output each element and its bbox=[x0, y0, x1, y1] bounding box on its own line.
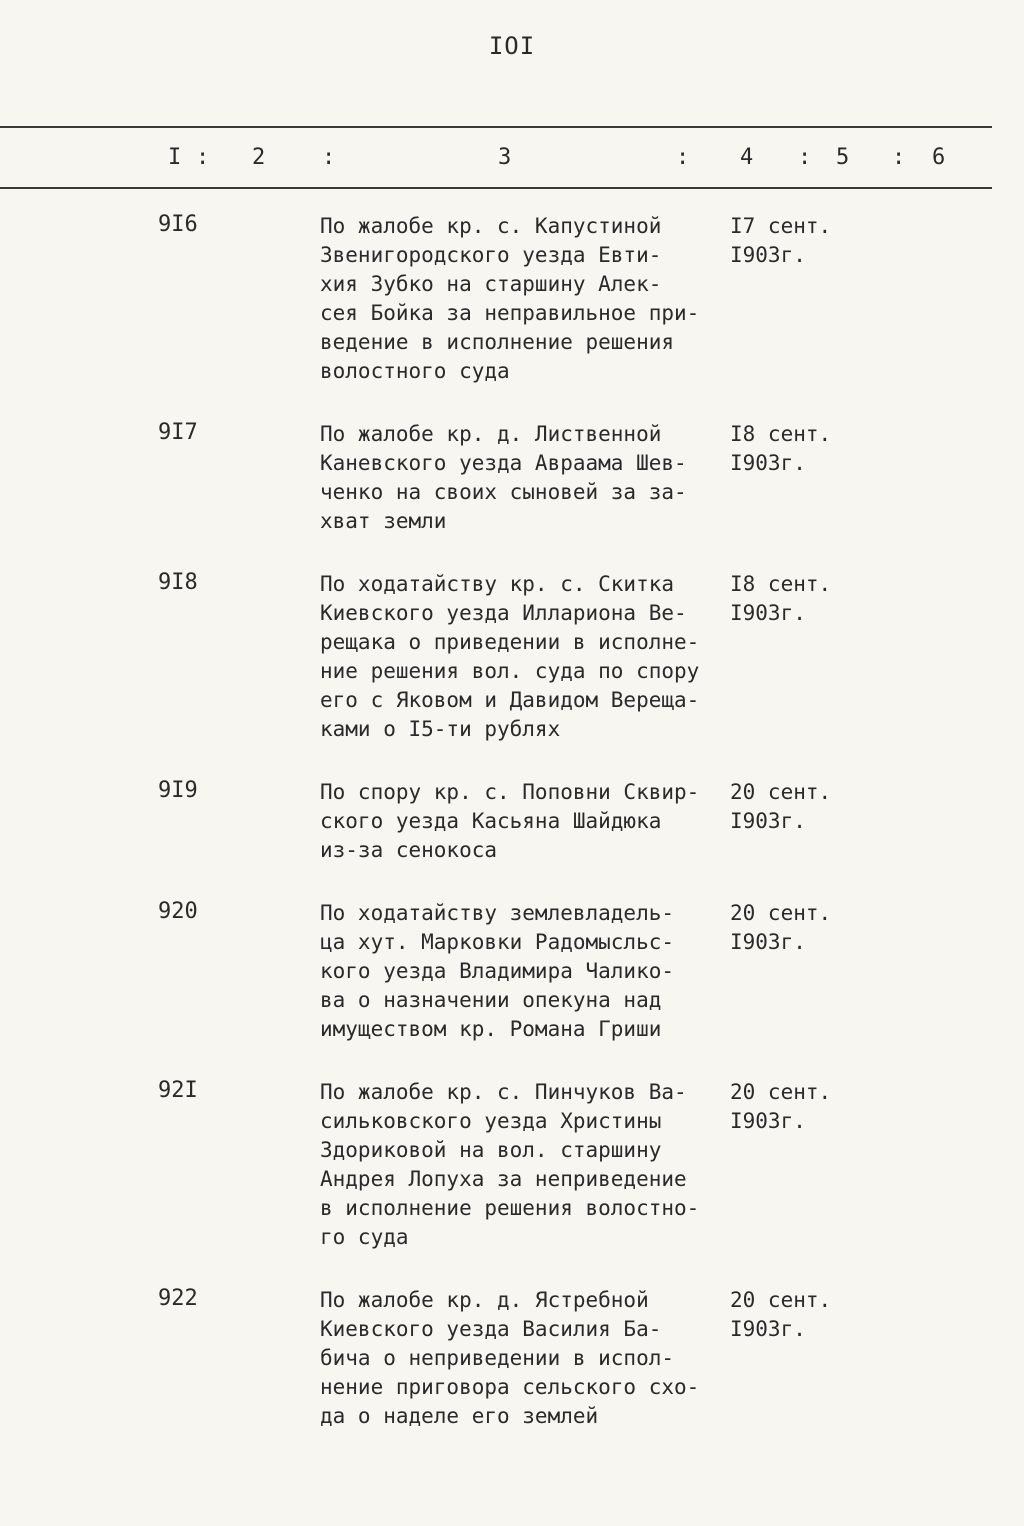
entry-number: 920 bbox=[158, 899, 198, 924]
description-line: ва о назначении опекуна над bbox=[320, 988, 662, 1012]
description-line: По жалобе кр. д. Лиственной bbox=[320, 422, 662, 446]
description-line: кого уезда Владимира Чалико- bbox=[320, 959, 675, 983]
list-item bbox=[0, 420, 1024, 536]
entry-number: 92I bbox=[158, 1078, 198, 1103]
description-line: По ходатайству землевладель- bbox=[320, 901, 675, 925]
list-item bbox=[0, 1078, 1024, 1252]
date-line: 20 сент. bbox=[730, 901, 832, 925]
date-line: I903г. bbox=[730, 809, 806, 833]
description-line: Здориковой на вол. старшину bbox=[320, 1138, 662, 1162]
list-item bbox=[0, 778, 1024, 865]
list-item bbox=[0, 1286, 1024, 1431]
description-line: волостного суда bbox=[320, 359, 510, 383]
description-line: Киевского уезда Василия Ба- bbox=[320, 1317, 662, 1341]
description-line: сильковского уезда Христины bbox=[320, 1109, 662, 1133]
description-line: Киевского уезда Иллариона Ве- bbox=[320, 601, 687, 625]
entry-description bbox=[320, 212, 720, 386]
column-separator: : bbox=[892, 145, 906, 170]
description-line: сея Бойка за неправильное при- bbox=[320, 301, 700, 325]
entry-number: 9I8 bbox=[158, 570, 198, 595]
entry-number: 9I7 bbox=[158, 420, 198, 445]
description-line: хват земли bbox=[320, 509, 447, 533]
description-line: ведение в исполнение решения bbox=[320, 330, 675, 354]
description-line: ками о I5-ти рублях bbox=[320, 717, 561, 741]
description-line: хия Зубко на старшину Алек- bbox=[320, 272, 662, 296]
entry-description bbox=[320, 899, 720, 1044]
column-header-5: 5 bbox=[836, 145, 850, 170]
description-line: его с Яковом и Давидом Вереща- bbox=[320, 688, 700, 712]
date-line: I903г. bbox=[730, 601, 806, 625]
date-line: I903г. bbox=[730, 1317, 806, 1341]
entry-date bbox=[730, 778, 831, 836]
column-header-6: 6 bbox=[932, 145, 946, 170]
column-separator: : bbox=[322, 145, 336, 170]
description-line: ченко на своих сыновей за за- bbox=[320, 480, 687, 504]
description-line: Каневского уезда Авраама Шев- bbox=[320, 451, 687, 475]
description-line: рещака о приведении в исполне- bbox=[320, 630, 700, 654]
description-line: По спору кр. с. Поповни Сквир- bbox=[320, 780, 700, 804]
date-line: I903г. bbox=[730, 451, 806, 475]
entry-description bbox=[320, 1286, 720, 1431]
date-line: 20 сент. bbox=[730, 1080, 832, 1104]
date-line: 20 сент. bbox=[730, 1288, 832, 1312]
column-separator: : bbox=[676, 145, 690, 170]
description-line: в исполнение решения волостно- bbox=[320, 1196, 700, 1220]
date-line: I903г. bbox=[730, 1109, 806, 1133]
description-line: По ходатайству кр. с. Скитка bbox=[320, 572, 675, 596]
entry-number: 9I6 bbox=[158, 212, 198, 237]
column-header-1: I bbox=[168, 145, 182, 170]
column-header-3: 3 bbox=[498, 145, 512, 170]
entry-description bbox=[320, 570, 720, 744]
entry-date bbox=[730, 212, 831, 270]
list-item bbox=[0, 899, 1024, 1044]
description-line: ца хут. Марковки Радомысльс- bbox=[320, 930, 675, 954]
entry-number: 9I9 bbox=[158, 778, 198, 803]
column-separator: : bbox=[798, 145, 812, 170]
description-line: из-за сенокоса bbox=[320, 838, 498, 862]
description-line: имуществом кр. Романа Гриши bbox=[320, 1017, 662, 1041]
date-line: I903г. bbox=[730, 243, 806, 267]
column-header-row bbox=[0, 145, 1024, 175]
entry-date bbox=[730, 899, 831, 957]
entry-description bbox=[320, 420, 720, 536]
column-separator: : bbox=[196, 145, 210, 170]
description-line: По жалобе кр. с. Пинчуков Ва- bbox=[320, 1080, 687, 1104]
description-line: По жалобе кр. д. Ястребной bbox=[320, 1288, 649, 1312]
description-line: ского уезда Касьяна Шайдюка bbox=[320, 809, 662, 833]
entry-date bbox=[730, 420, 831, 478]
entry-date bbox=[730, 1078, 831, 1136]
table-top-rule bbox=[0, 126, 992, 128]
table-header-rule bbox=[0, 187, 992, 189]
list-item bbox=[0, 570, 1024, 744]
description-line: бича о неприведении в испол- bbox=[320, 1346, 675, 1370]
description-line: да о наделе его землей bbox=[320, 1404, 599, 1428]
date-line: I8 сент. bbox=[730, 572, 832, 596]
date-line: I7 сент. bbox=[730, 214, 832, 238]
page-number: IOI bbox=[488, 32, 536, 60]
entry-date bbox=[730, 570, 831, 628]
date-line: 20 сент. bbox=[730, 780, 832, 804]
entry-date bbox=[730, 1286, 831, 1344]
description-line: Андрея Лопуха за неприведение bbox=[320, 1167, 687, 1191]
list-item bbox=[0, 212, 1024, 386]
entry-number: 922 bbox=[158, 1286, 198, 1311]
entry-description bbox=[320, 778, 720, 865]
description-line: нение приговора сельского схо- bbox=[320, 1375, 700, 1399]
column-header-2: 2 bbox=[252, 145, 266, 170]
entry-description bbox=[320, 1078, 720, 1252]
description-line: По жалобе кр. с. Капустиной bbox=[320, 214, 662, 238]
description-line: го суда bbox=[320, 1225, 409, 1249]
entries-list bbox=[0, 212, 1024, 1465]
date-line: I903г. bbox=[730, 930, 806, 954]
description-line: ние решения вол. суда по спору bbox=[320, 659, 700, 683]
date-line: I8 сент. bbox=[730, 422, 832, 446]
column-header-4: 4 bbox=[740, 145, 754, 170]
description-line: Звенигородского уезда Евти- bbox=[320, 243, 662, 267]
